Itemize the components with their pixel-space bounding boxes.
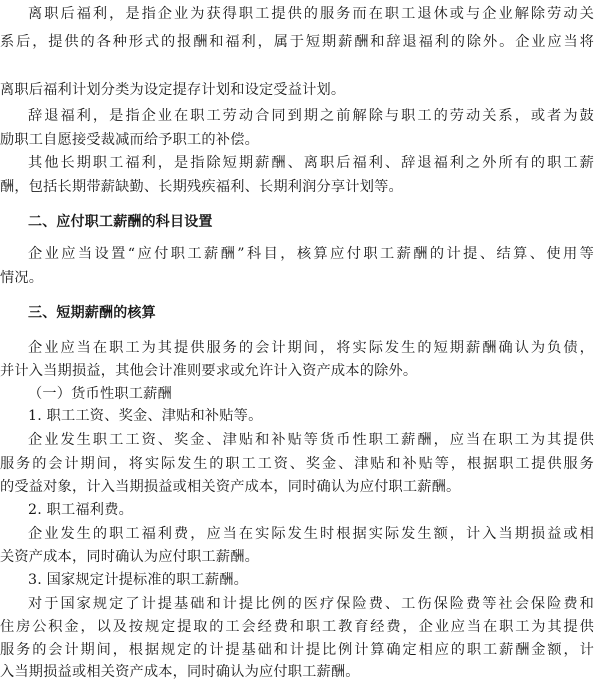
item-heading: 3. 国家规定计提标准的职工薪酬。	[28, 572, 249, 588]
item-heading: 1. 职工工资、奖金、津贴和补贴等。	[28, 408, 263, 424]
paragraph-line: 并计入当期损益，其他会计准则要求或允许计入资产成本的除外。	[0, 363, 418, 379]
section-heading: 二、应付职工薪酬的科目设置	[28, 214, 213, 230]
paragraph-line: 企业应当设置“应付职工薪酬”科目，核算应付职工薪酬的计提、结算、使用等	[28, 246, 594, 262]
paragraph-line: 对于国家规定了计提基础和计提比例的医疗保险费、工伤保险费等社会保险费和	[28, 596, 594, 612]
paragraph-line: 企业发生职工工资、奖金、津贴和补贴等货币性职工薪酬，应当在职工为其提供	[28, 432, 594, 448]
paragraph-line: 入当期损益或相关资产成本，同时确认为应付职工薪酬。	[0, 664, 360, 680]
section-heading: 三、短期薪酬的核算	[28, 305, 156, 321]
paragraph-line: 企业发生的职工福利费，应当在实际发生时根据实际发生额，计入当期损益或相	[28, 526, 594, 542]
paragraph-line: 离职后福利计划分类为设定提存计划和设定受益计划。	[0, 82, 346, 98]
paragraph-line: 系后，提供的各种形式的报酬和福利，属于短期薪酬和辞退福利的除外。企业应当将	[0, 34, 594, 50]
paragraph-line: 关资产成本，同时确认为应付职工薪酬。	[0, 549, 259, 565]
item-heading: 2. 职工福利费。	[28, 502, 133, 518]
paragraph-line: 服务的会计期间，根据规定的计提基础和计提比例计算确定相应的职工薪酬金额，计	[0, 642, 594, 658]
paragraph-line: 辞退福利，是指企业在职工劳动合同到期之前解除与职工的劳动关系，或者为鼓	[28, 108, 594, 124]
paragraph-line: 服务的会计期间，将实际发生的职工工资、奖金、津贴和补贴等，根据职工提供服务	[0, 456, 594, 472]
paragraph-line: 的受益对象，计入当期损益或相关资产成本，同时确认为应付职工薪酬。	[0, 479, 461, 495]
paragraph-line: 情况。	[0, 270, 44, 286]
paragraph-line: 励职工自愿接受裁减而给予职工的补偿。	[0, 132, 259, 148]
paragraph-line: 企业应当在职工为其提供服务的会计期间，将实际发生的短期薪酬确认为负债，	[28, 340, 594, 356]
subsection-heading: （一）货币性职工薪酬	[28, 386, 172, 402]
paragraph-line: 酬，包括长期带薪缺勤、长期残疾福利、长期利润分享计划等。	[0, 179, 403, 195]
paragraph-line: 住房公积金，以及按规定提取的工会经费和职工教育经费，企业应当在职工为其提供	[0, 619, 594, 635]
paragraph-line: 其他长期职工福利，是指除短期薪酬、离职后福利、辞退福利之外所有的职工薪	[28, 155, 594, 171]
paragraph-line: 离职后福利，是指企业为获得职工提供的服务而在职工退休或与企业解除劳动关	[28, 6, 594, 22]
